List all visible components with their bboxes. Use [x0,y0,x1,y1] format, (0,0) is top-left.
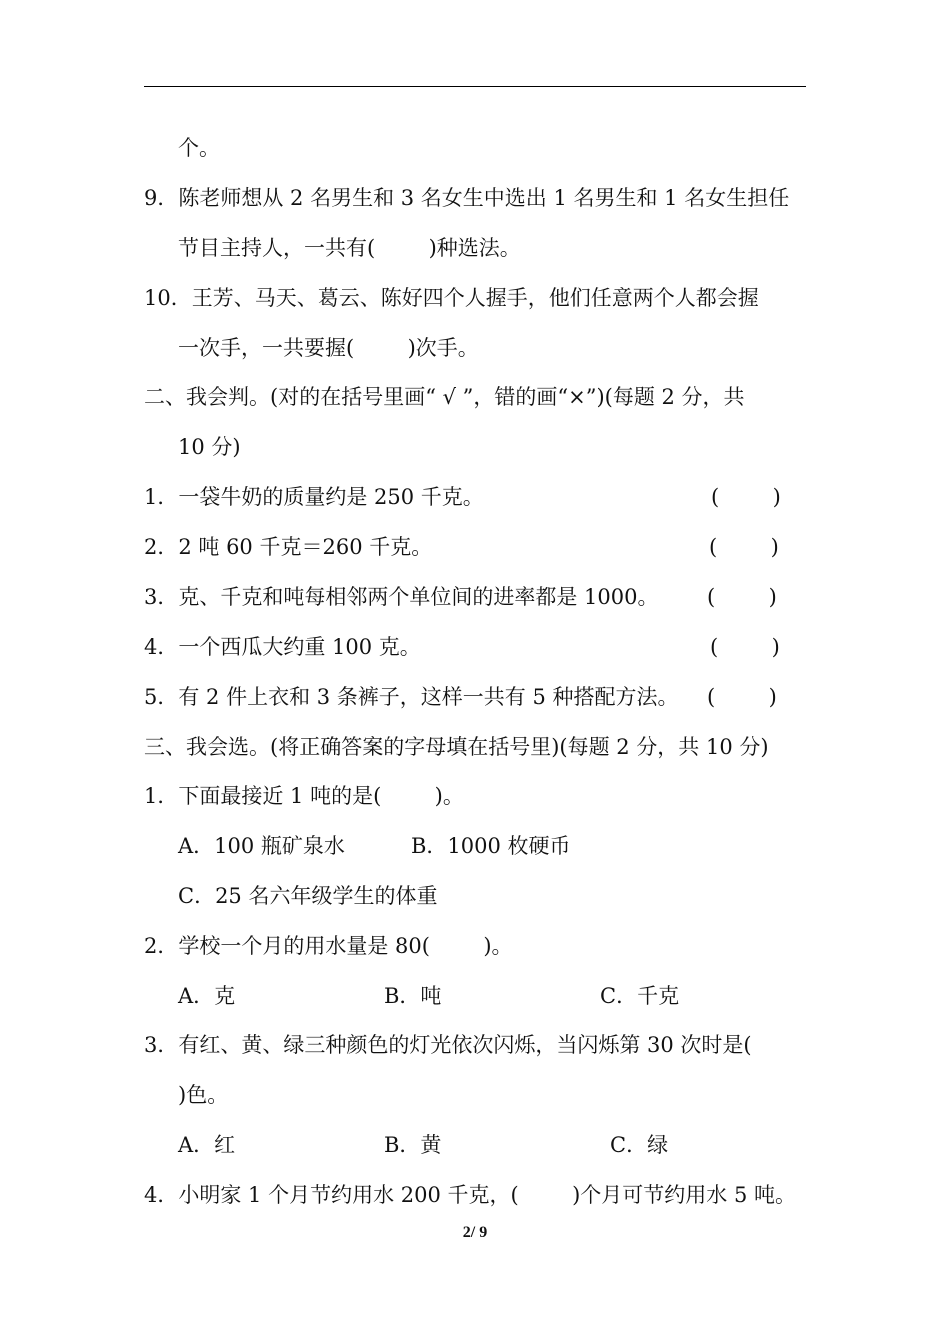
judge-answer-paren-2: ( ) [709,535,779,559]
choice-q1-option-a: A．100 瓶矿泉水 [178,834,345,858]
judge-item-1: 1．一袋牛奶的质量约是 250 千克。 [144,485,484,509]
choice-q3-option-a: A．红 [178,1133,236,1157]
judge-item-3: 3．克、千克和吨每相邻两个单位间的进率都是 1000。 [144,585,659,609]
choice-q2-option-b: B．吨 [384,984,442,1008]
choice-q2-option-a: A．克 [178,984,236,1008]
choice-q2-option-c: C．千克 [600,984,680,1008]
header-rule [144,86,806,87]
choice-q3-stem: 3．有红、黄、绿三种颜色的灯光依次闪烁，当闪烁第 30 次时是( [144,1033,752,1057]
choice-q3-option-b: B．黄 [384,1133,442,1157]
question-9-line2: 节目主持人，一共有( )种选法。 [178,236,521,260]
choice-q1-stem: 1．下面最接近 1 吨的是( )。 [144,784,464,808]
choice-q3-stem-cont: )色。 [178,1083,229,1107]
question-10-line1: 10．王芳、马天、葛云、陈好四个人握手，他们任意两个人都会握 [144,286,759,310]
judge-item-4: 4．一个西瓜大约重 100 克。 [144,635,421,659]
judge-answer-paren-1: ( ) [711,485,781,509]
section-2-title: 二、我会判。(对的在括号里画“ √ ”，错的画“×”)(每题 2 分，共 [144,385,745,409]
judge-item-5: 5．有 2 件上衣和 3 条裤子，这样一共有 5 种搭配方法。 [144,685,679,709]
choice-q2-stem: 2．学校一个月的用水量是 80( )。 [144,934,513,958]
choice-q3-option-c: C．绿 [610,1133,669,1157]
question-9-line1: 9．陈老师想从 2 名男生和 3 名女生中选出 1 名男生和 1 名女生担任 [144,186,790,210]
choice-q4-stem: 4．小明家 1 个月节约用水 200 千克，( )个月可节约用水 5 吨。 [144,1183,797,1207]
page-number: 2/ 9 [462,1224,488,1241]
section-3-title: 三、我会选。(将正确答案的字母填在括号里)(每题 2 分，共 10 分) [144,735,769,759]
continuation-line: 个。 [178,136,220,160]
judge-item-2: 2．2 吨 60 千克＝260 千克。 [144,535,433,559]
choice-q1-option-b: B．1000 枚硬币 [411,834,571,858]
judge-answer-paren-3: ( ) [707,585,777,609]
question-10-line2: 一次手，一共要握( )次手。 [178,336,479,360]
judge-answer-paren-5: ( ) [707,685,777,709]
judge-answer-paren-4: ( ) [710,635,780,659]
choice-q1-option-c: C．25 名六年级学生的体重 [178,884,438,908]
section-2-title-cont: 10 分) [178,435,241,459]
